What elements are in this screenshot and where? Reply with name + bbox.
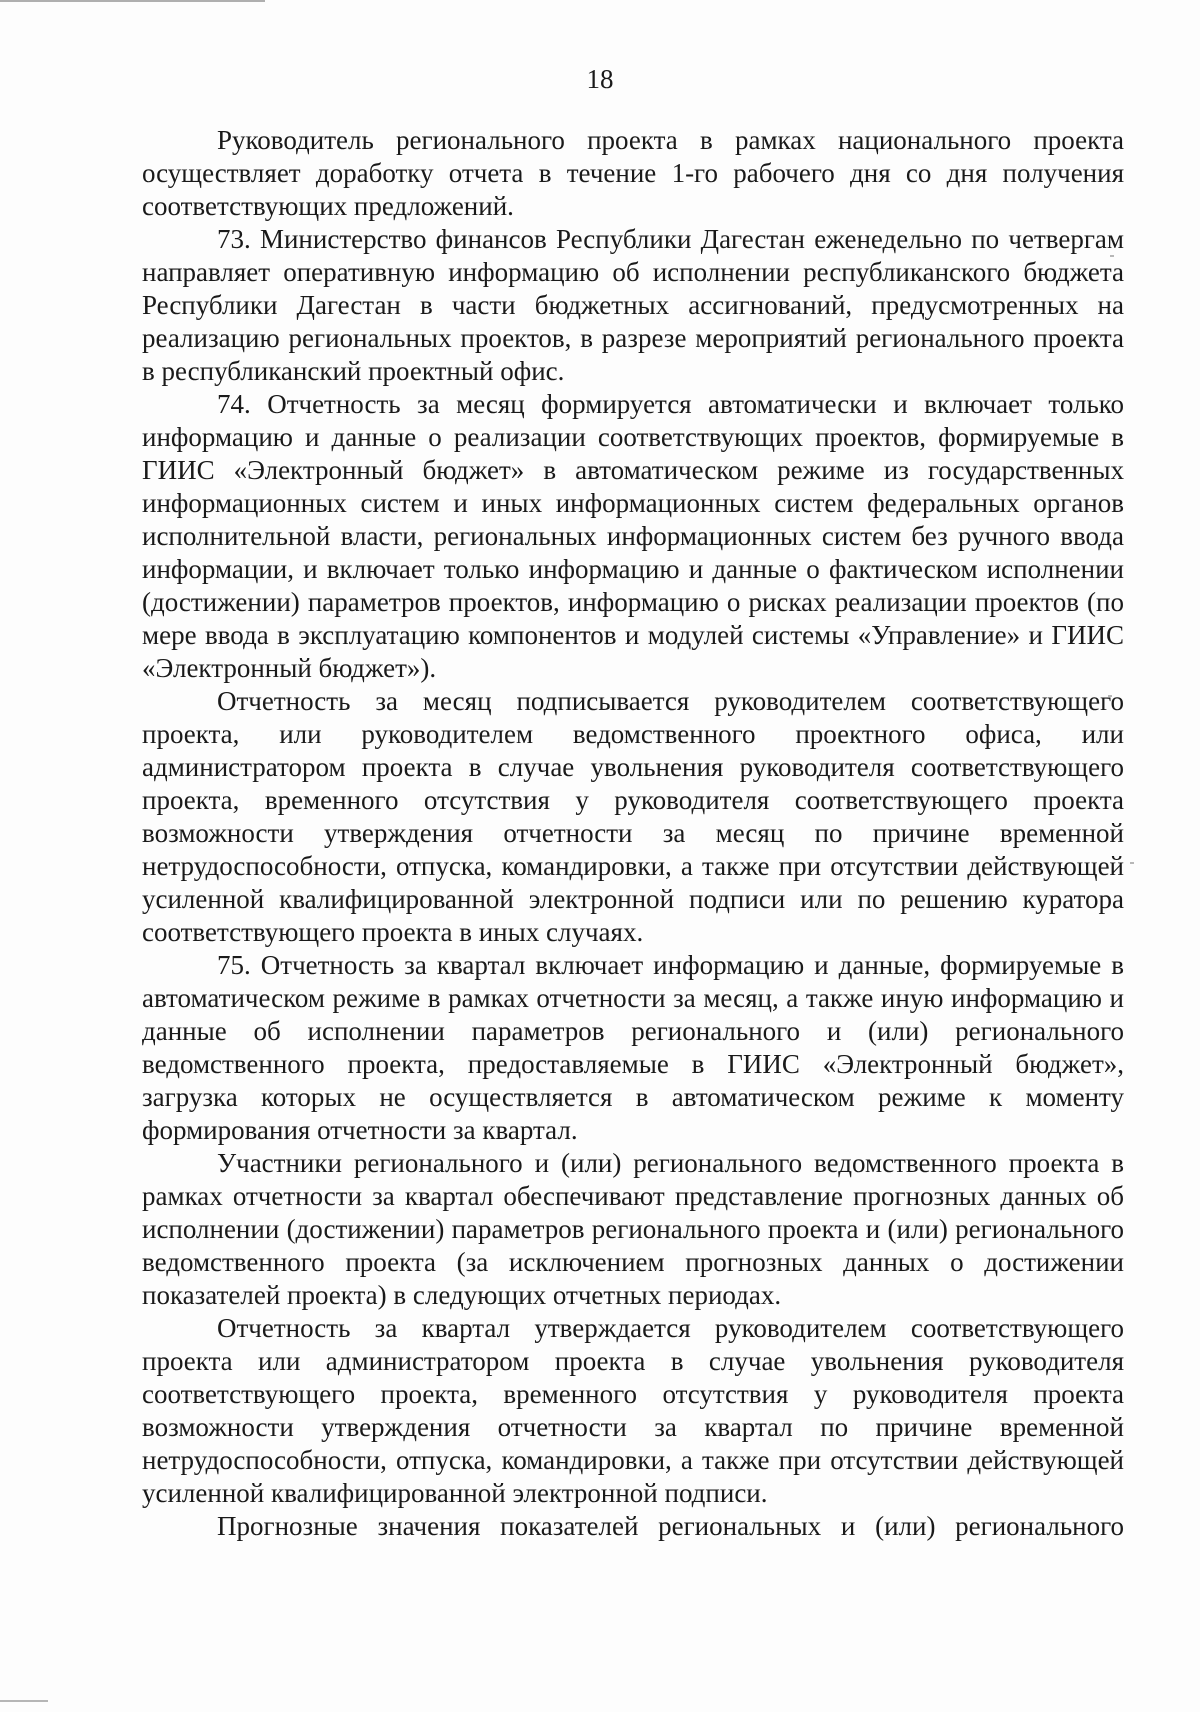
paragraph-quarterly-report-approval: Отчетность за квартал утверждается руководителем соответствующего проекта или администратором проекта в случае увольнения руководителя соответствующего проекта, временного отсутствия у руководителя проекта возможности утверждения отчетности за квартал по причине временной нетрудоспособности, отпуска, командировки, а также при отсутствии действующей усиленной квалифицированной электронной подписи. xyxy=(142,1313,1124,1508)
paragraph-75: 75. Отчетность за квартал включает информацию и данные, формируемые в автоматическом режиме в рамках отчетности за месяц, а также иную информацию и данные об исполнении параметров регионального и (или) регионального ведомственного проекта, предоставляемые в ГИИС «Электронный бюджет», загрузка которых не осуществляется в автоматическом режиме к моменту формирования отчетности за квартал. xyxy=(142,950,1124,1145)
paragraph-73: 73. Министерство финансов Республики Дагестан еженедельно по четвергам направляет оперативную информацию об исполнении республиканского бюджета Республики Дагестан в части бюджетных ассигнований, предусмотренных на реализацию региональных проектов, в разрезе мероприятий регионального проекта в республиканский проектный офис. xyxy=(142,224,1124,386)
paragraph-quarterly-forecast-data: Участники регионального и (или) регионального ведомственного проекта в рамках отчетности за квартал обеспечивают представление прогнозных данных об исполнении (достижении) параметров регионального проекта и (или) регионального ведомственного проекта (за исключением прогнозных данных о достижении показателей проекта) в следующих отчетных периодах. xyxy=(142,1148,1124,1310)
scan-edge-mark-top xyxy=(0,0,265,2)
paragraph-report-revision: Руководитель регионального проекта в рамках национального проекта осуществляет доработку отчета в течение 1-го рабочего дня со дня получения соответствующих предложений. xyxy=(142,125,1124,221)
scan-speck xyxy=(1130,862,1134,864)
document-body xyxy=(142,124,1124,1543)
paragraph-monthly-report-signing: Отчетность за месяц подписывается руководителем соответствующего проекта, или руководителем ведомственного проектного офиса, или администратором проекта в случае увольнения руководителя соответствующего проекта, временного отсутствия у руководителя соответствующего проекта возможности утверждения отчетности за месяц по причине временной нетрудоспособности, отпуска, командировки, а также при отсутствии действующей усиленной квалифицированной электронной подписи или по решению куратора соответствующего проекта в иных случаях. xyxy=(142,686,1124,947)
scan-edge-mark-bottom xyxy=(0,1700,48,1702)
paragraph-forecast-values: Прогнозные значения показателей региональных и (или) регионального xyxy=(217,1511,1124,1541)
paragraph-74: 74. Отчетность за месяц формируется автоматически и включает только информацию и данные о реализации соответствующих проектов, формируемые в ГИИС «Электронный бюджет» в автоматическом режиме из государственных информационных систем и иных информационных систем федеральных органов исполнительной власти, региональных информационных систем без ручного ввода информации, и включает только информацию и данные о фактическом исполнении (достижении) параметров проектов, информацию о рисках реализации проектов (по мере ввода в эксплуатацию компонентов и модулей системы «Управление» и ГИИС «Электронный бюджет»). xyxy=(142,389,1124,683)
page-number: 18 xyxy=(586,64,614,94)
